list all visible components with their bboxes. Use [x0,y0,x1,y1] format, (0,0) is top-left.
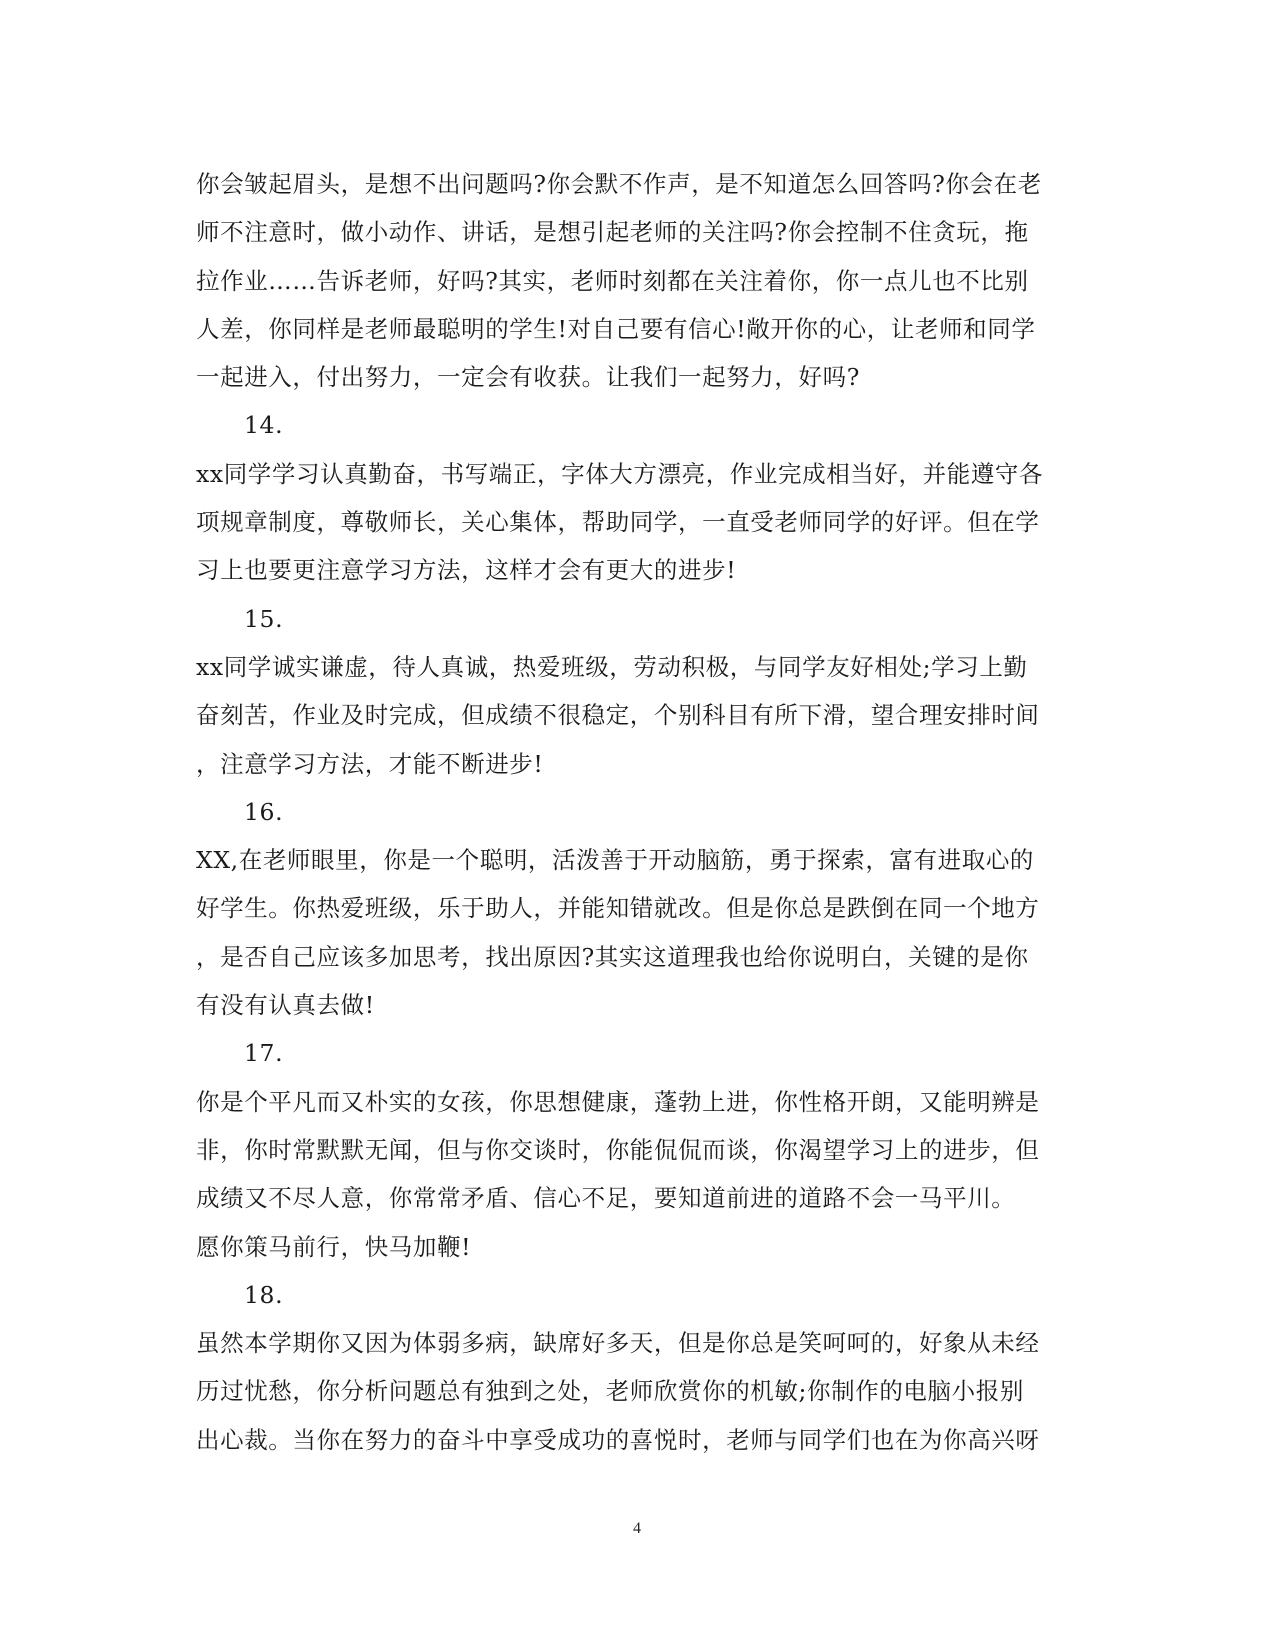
item-number: 18. [244,1280,284,1309]
text-line: 项规章制度，尊敬师长，关心集体，帮助同学，一直受老师同学的好评。但在学 [196,508,1040,537]
text-line: 非，你时常默默无闻，但与你交谈时，你能侃侃而谈，你渴望学习上的进步，但 [196,1135,1040,1164]
text-line: 成绩又不尽人意，你常常矛盾、信心不足，要知道前进的道路不会一马平川。 [196,1184,1016,1213]
text-line: ，是否自己应该多加思考，找出原因?其实这道理我也给你说明白，关键的是你 [196,942,1029,971]
text-line: 习上也要更注意学习方法，这样才会有更大的进步! [196,556,737,585]
text-line: ，注意学习方法，才能不断进步! [196,749,544,778]
text-line: 出心裁。当你在努力的奋斗中享受成功的喜悦时，老师与同学们也在为你高兴呀 [196,1425,1040,1454]
document-body [196,160,1076,1464]
text-line: 一起进入，付出努力，一定会有收获。让我们一起努力，好吗? [196,363,860,392]
text-line: 师不注意时，做小动作、讲话，是想引起老师的关注吗?你会控制不住贪玩，拖 [196,218,1029,247]
text-line: 你会皱起眉头，是想不出问题吗?你会默不作声，是不知道怎么回答吗?你会在老 [196,170,1042,198]
text-line: 奋刻苦，作业及时完成，但成绩不很稳定，个别科目有所下滑，望合理安排时间 [196,701,1040,730]
text-line: 拉作业……告诉老师，好吗?其实，老师时刻都在关注着你，你一点儿也不比别 [196,266,1029,295]
item-number: 15. [244,604,284,633]
text-line: XX,在老师眼里，你是一个聪明，活泼善于开动脑筋，勇于探索，富有进取心的 [196,846,1035,875]
text-line: 好学生。你热爱班级，乐于助人，并能知错就改。但是你总是跌倒在同一个地方 [196,894,1040,923]
page-number: 4 [633,1520,641,1537]
text-line: 历过忧愁，你分析问题总有独到之处，老师欣赏你的机敏;你制作的电脑小报别 [196,1377,1024,1406]
item-number: 17. [244,1039,284,1068]
text-line: 你是个平凡而又朴实的女孩，你思想健康，蓬勃上进，你性格开朗，又能明辨是 [196,1087,1040,1116]
text-line: 愿你策马前行，快马加鞭! [196,1232,472,1261]
text-line: 有没有认真去做! [196,991,375,1020]
item-number: 14. [244,411,284,440]
text-line: xx同学学习认真勤奋，书写端正，字体大方漂亮，作业完成相当好，并能遵守各 [196,459,1044,488]
text-line: 人差，你同样是老师最聪明的学生!对自己要有信心!敞开你的心，让老师和同学 [196,314,1036,343]
text-line: 虽然本学期你又因为体弱多病，缺席好多天，但是你总是笑呵呵的，好象从未经 [196,1329,1040,1358]
text-line: xx同学诚实谦虚，待人真诚，热爱班级，劳动积极，与同学友好相处;学习上勤 [196,652,1028,681]
item-number: 16. [244,797,284,826]
